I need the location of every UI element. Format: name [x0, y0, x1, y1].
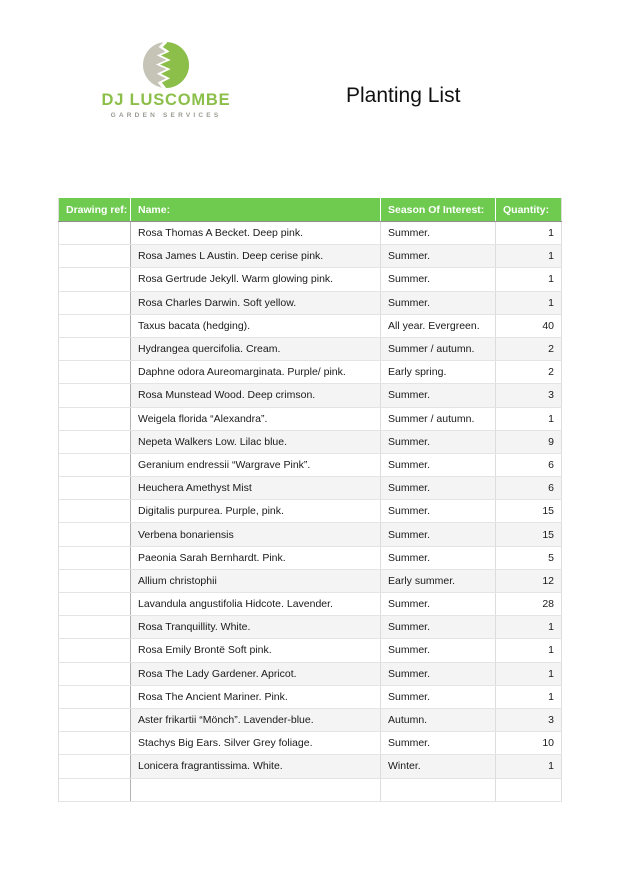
cell-quantity: 15: [496, 523, 562, 546]
table-row: [59, 523, 562, 546]
company-logo: [88, 42, 244, 119]
table-row: [59, 685, 562, 708]
cell-season: Summer.: [381, 245, 496, 268]
table-row: [59, 616, 562, 639]
cell-quantity: 3: [496, 384, 562, 407]
cell-drawing-ref: [59, 685, 131, 708]
planting-table-body: [59, 222, 562, 802]
cell-drawing-ref: [59, 384, 131, 407]
cell-name: Rosa Gertrude Jekyll. Warm glowing pink.: [131, 268, 381, 291]
cell-quantity: 28: [496, 593, 562, 616]
cell-name: [131, 778, 381, 801]
cell-drawing-ref: [59, 546, 131, 569]
cell-quantity: [496, 778, 562, 801]
cell-quantity: 1: [496, 639, 562, 662]
cell-season: Summer.: [381, 291, 496, 314]
cell-drawing-ref: [59, 593, 131, 616]
table-row: [59, 222, 562, 245]
table-row: [59, 569, 562, 592]
table-row: [59, 453, 562, 476]
cell-quantity: 12: [496, 569, 562, 592]
cell-name: Allium christophii: [131, 569, 381, 592]
table-row: [59, 546, 562, 569]
cell-quantity: 2: [496, 361, 562, 384]
cell-name: Digitalis purpurea. Purple, pink.: [131, 500, 381, 523]
column-header-drawing-ref: Drawing ref:: [59, 198, 131, 222]
cell-drawing-ref: [59, 245, 131, 268]
cell-name: Lonicera fragrantissima. White.: [131, 755, 381, 778]
table-row: [59, 384, 562, 407]
cell-name: Rosa James L Austin. Deep cerise pink.: [131, 245, 381, 268]
table-row: [59, 500, 562, 523]
table-row: [59, 430, 562, 453]
cell-quantity: 2: [496, 337, 562, 360]
cell-drawing-ref: [59, 222, 131, 245]
cell-drawing-ref: [59, 268, 131, 291]
cell-quantity: 1: [496, 291, 562, 314]
cell-name: Geranium endressii “Wargrave Pink”.: [131, 453, 381, 476]
cell-quantity: 9: [496, 430, 562, 453]
cell-quantity: 1: [496, 662, 562, 685]
cell-season: Summer.: [381, 546, 496, 569]
company-tagline: GARDEN SERVICES: [110, 112, 222, 119]
planting-table: [58, 198, 562, 802]
cell-quantity: 1: [496, 755, 562, 778]
cell-quantity: 10: [496, 732, 562, 755]
cell-name: Lavandula angustifolia Hidcote. Lavender.: [131, 593, 381, 616]
cell-quantity: 40: [496, 314, 562, 337]
cell-quantity: 1: [496, 616, 562, 639]
table-row: [59, 778, 562, 801]
cell-season: Summer.: [381, 477, 496, 500]
table-row: [59, 708, 562, 731]
column-header-season: Season Of Interest:: [381, 198, 496, 222]
cell-drawing-ref: [59, 708, 131, 731]
cell-name: Nepeta Walkers Low. Lilac blue.: [131, 430, 381, 453]
cell-season: Autumn.: [381, 708, 496, 731]
cell-season: Winter.: [381, 755, 496, 778]
column-header-quantity: Quantity:: [496, 198, 562, 222]
table-row: [59, 314, 562, 337]
cell-season: Summer.: [381, 616, 496, 639]
cell-quantity: 1: [496, 268, 562, 291]
cell-season: Summer.: [381, 639, 496, 662]
cell-drawing-ref: [59, 569, 131, 592]
cell-name: Paeonia Sarah Bernhardt. Pink.: [131, 546, 381, 569]
cell-name: Rosa Emily Brontë Soft pink.: [131, 639, 381, 662]
cell-season: Early summer.: [381, 569, 496, 592]
table-row: [59, 245, 562, 268]
cell-drawing-ref: [59, 755, 131, 778]
cell-season: Summer.: [381, 685, 496, 708]
cell-quantity: 6: [496, 477, 562, 500]
cell-drawing-ref: [59, 291, 131, 314]
cell-quantity: 1: [496, 222, 562, 245]
table-row: [59, 291, 562, 314]
cell-season: Summer.: [381, 222, 496, 245]
cell-quantity: 1: [496, 245, 562, 268]
cell-drawing-ref: [59, 337, 131, 360]
cell-season: [381, 778, 496, 801]
cell-name: Rosa The Ancient Mariner. Pink.: [131, 685, 381, 708]
table-row: [59, 639, 562, 662]
planting-table-container: [58, 198, 562, 802]
cell-name: Taxus bacata (hedging).: [131, 314, 381, 337]
cell-season: Summer.: [381, 732, 496, 755]
cell-drawing-ref: [59, 778, 131, 801]
cell-quantity: 6: [496, 453, 562, 476]
cell-name: Daphne odora Aureomarginata. Purple/ pink.: [131, 361, 381, 384]
cell-drawing-ref: [59, 407, 131, 430]
cell-drawing-ref: [59, 732, 131, 755]
cell-drawing-ref: [59, 453, 131, 476]
cell-name: Heuchera Amethyst Mist: [131, 477, 381, 500]
cell-season: All year. Evergreen.: [381, 314, 496, 337]
cell-name: Rosa Tranquillity. White.: [131, 616, 381, 639]
cell-season: Summer.: [381, 384, 496, 407]
table-row: [59, 361, 562, 384]
cell-quantity: 5: [496, 546, 562, 569]
cell-drawing-ref: [59, 662, 131, 685]
cell-season: Early spring.: [381, 361, 496, 384]
table-row: [59, 268, 562, 291]
cell-name: Aster frikartii “Mönch”. Lavender-blue.: [131, 708, 381, 731]
cell-season: Summer.: [381, 430, 496, 453]
cell-drawing-ref: [59, 500, 131, 523]
cell-season: Summer / autumn.: [381, 337, 496, 360]
page-title: Planting List: [346, 84, 461, 107]
table-row: [59, 477, 562, 500]
cell-drawing-ref: [59, 477, 131, 500]
cell-drawing-ref: [59, 430, 131, 453]
table-header-row: [59, 198, 562, 222]
cell-season: Summer.: [381, 523, 496, 546]
cell-name: Rosa The Lady Gardener. Apricot.: [131, 662, 381, 685]
company-name: DJ LUSCOMBE: [101, 91, 231, 109]
cell-name: Verbena bonariensis: [131, 523, 381, 546]
table-row: [59, 593, 562, 616]
cell-quantity: 15: [496, 500, 562, 523]
table-row: [59, 662, 562, 685]
cell-name: Stachys Big Ears. Silver Grey foliage.: [131, 732, 381, 755]
cell-quantity: 3: [496, 708, 562, 731]
cell-name: Rosa Thomas A Becket. Deep pink.: [131, 222, 381, 245]
cell-name: Rosa Charles Darwin. Soft yellow.: [131, 291, 381, 314]
cell-quantity: 1: [496, 685, 562, 708]
cell-season: Summer.: [381, 500, 496, 523]
table-row: [59, 407, 562, 430]
cell-drawing-ref: [59, 639, 131, 662]
cell-season: Summer.: [381, 453, 496, 476]
cell-season: Summer / autumn.: [381, 407, 496, 430]
grass-circle-icon: [143, 42, 189, 88]
cell-drawing-ref: [59, 523, 131, 546]
cell-season: Summer.: [381, 662, 496, 685]
cell-quantity: 1: [496, 407, 562, 430]
cell-name: Hydrangea quercifolia. Cream.: [131, 337, 381, 360]
cell-name: Rosa Munstead Wood. Deep crimson.: [131, 384, 381, 407]
table-row: [59, 337, 562, 360]
column-header-name: Name:: [131, 198, 381, 222]
cell-season: Summer.: [381, 268, 496, 291]
table-row: [59, 755, 562, 778]
cell-drawing-ref: [59, 314, 131, 337]
cell-name: Weigela florida “Alexandra”.: [131, 407, 381, 430]
table-row: [59, 732, 562, 755]
cell-drawing-ref: [59, 616, 131, 639]
cell-season: Summer.: [381, 593, 496, 616]
cell-drawing-ref: [59, 361, 131, 384]
